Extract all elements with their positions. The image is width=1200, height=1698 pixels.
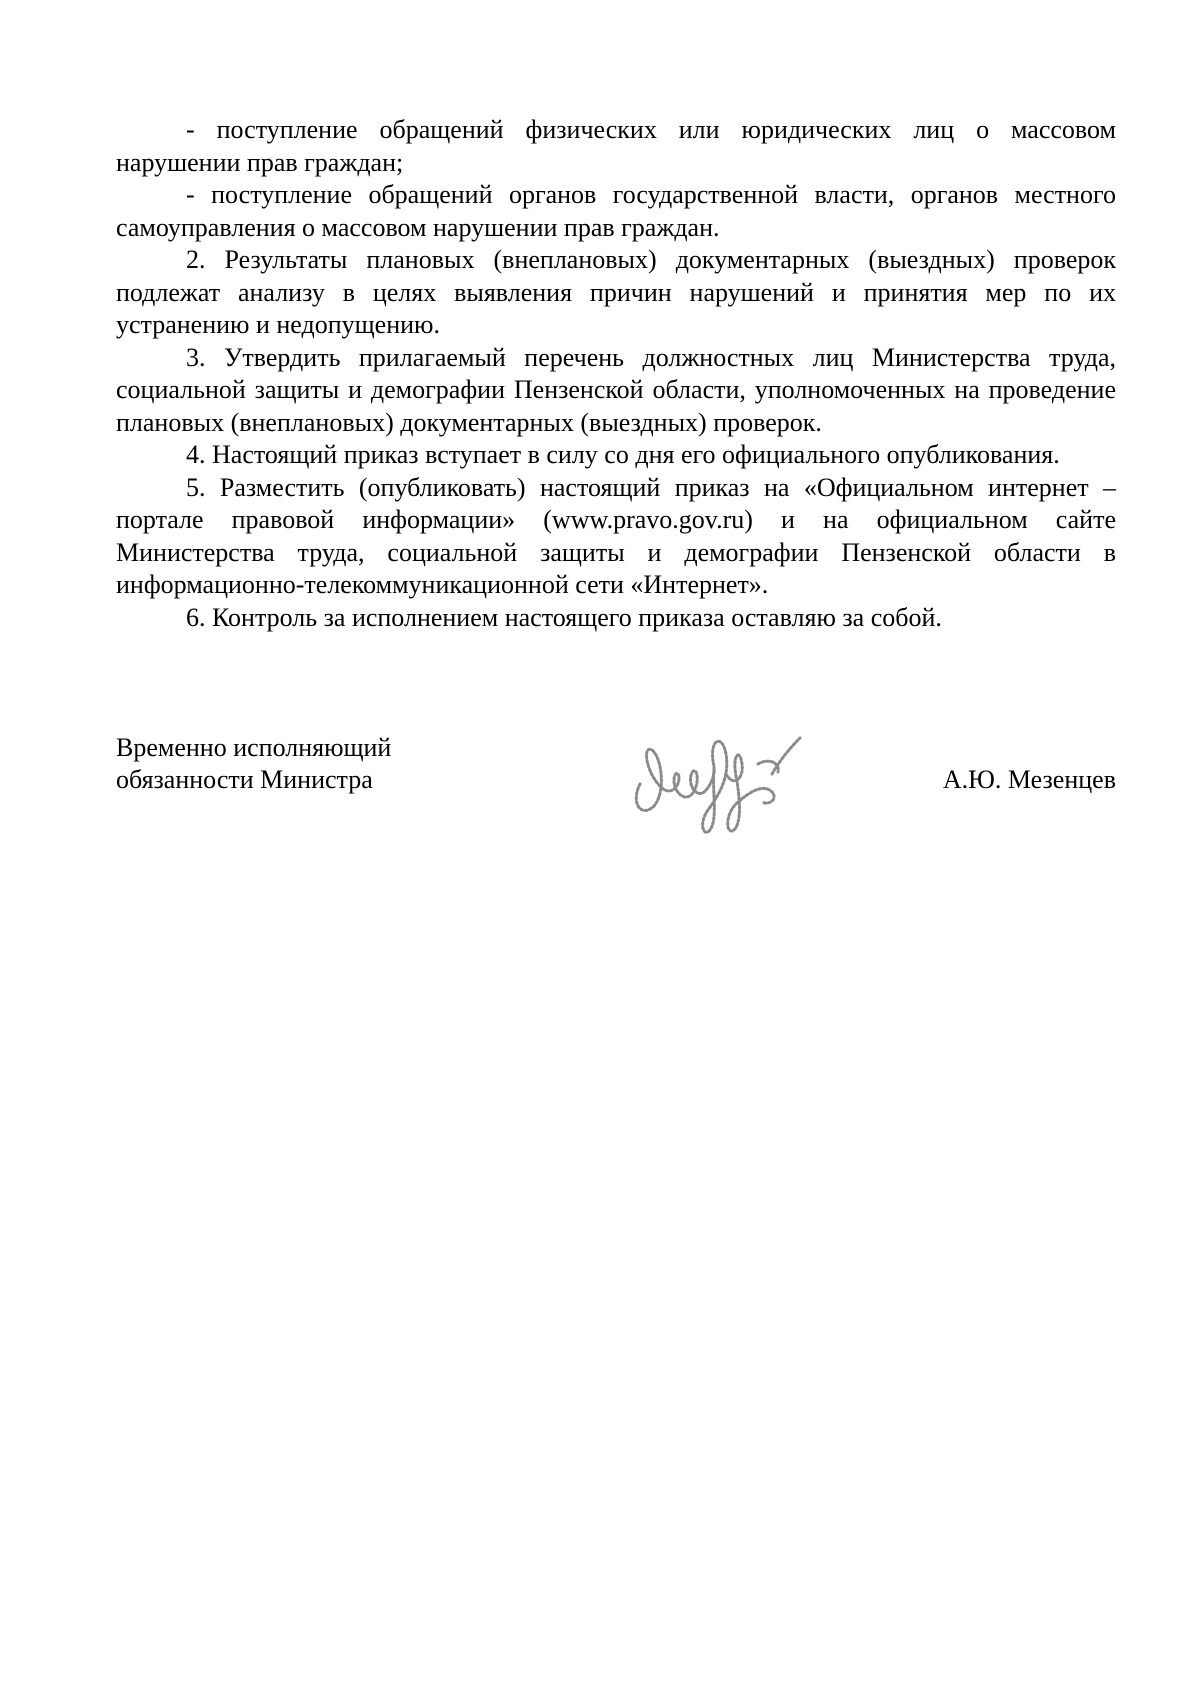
handwritten-signature	[622, 714, 812, 844]
paragraph-control: 6. Контроль за исполнением настоящего приказа оставляю за собой.	[186, 602, 942, 632]
signatory-position	[116, 732, 391, 796]
paragraph-citizen-appeals: - поступление обращений физических или юридических лиц о массовом нарушении прав граждан;	[116, 115, 1116, 177]
signature-block	[116, 732, 1116, 852]
signatory-position-line-1: Временно исполняющий	[116, 733, 392, 762]
document-body	[116, 114, 1116, 634]
paragraph-inspection-results: 2. Результаты плановых (внеплановых) документарных (выездных) проверок подлежат анализу в целях выявления причин нарушений и принятия мер по их устранению и недопущению.	[116, 245, 1116, 339]
paragraph-authority-appeals: - поступление обращений органов государственной власти, органов местного самоуправления о массовом нарушении прав граждан.	[116, 180, 1116, 242]
signatory-position-line-2: обязанности Министра	[116, 765, 373, 794]
paragraph-publication: 5. Разместить (опубликовать) настоящий приказ на «Официальном интернет – портале правовой информации» (www.pravo.gov.ru) и на официальном сайте Министерства труда, социальной защиты и демографии Пензенской области в информационно-телекоммуникационной сети «Интернет».	[116, 472, 1116, 599]
signatory-name: А.Ю. Мезенцев	[942, 765, 1116, 794]
paragraph-effective-date: 4. Настоящий приказ вступает в силу со дня его официального опубликования.	[186, 440, 1060, 469]
paragraph-officials-list: 3. Утвердить прилагаемый перечень должностных лиц Министерства труда, социальной защиты и демографии Пензенской области, уполномоченных на проведение плановых (внеплановых) документарных (выездных) проверок.	[116, 342, 1116, 437]
